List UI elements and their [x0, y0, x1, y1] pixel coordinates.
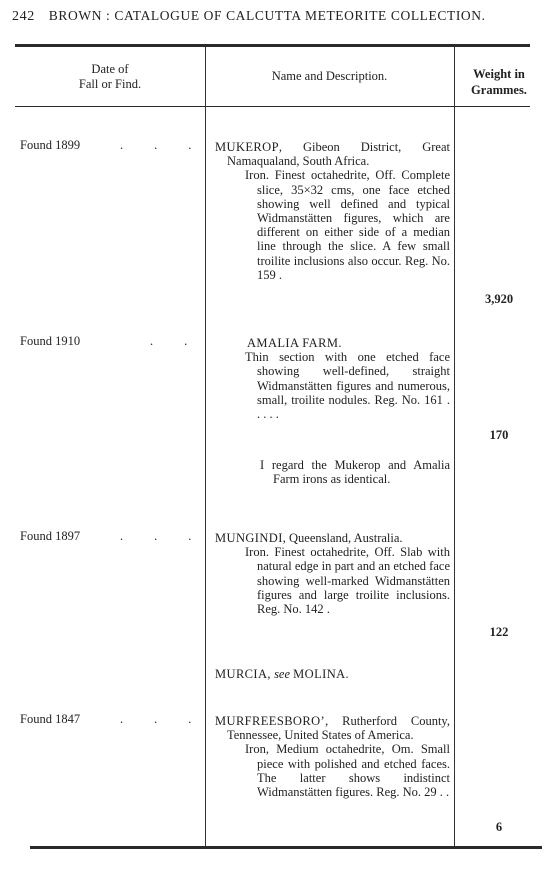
- meteorite-name: MUNGINDI: [215, 531, 283, 545]
- dot-leader: ...: [120, 529, 223, 543]
- entry-weight: 170: [489, 428, 509, 442]
- dot-leader: ...: [120, 138, 223, 152]
- entry-note: [215, 458, 450, 486]
- locality: , Rutherford County, Tennessee, United States of America.: [227, 714, 450, 743]
- date-text: Found 1910: [20, 334, 81, 348]
- entry-description: [215, 336, 450, 421]
- xref-name: MURCIA,: [215, 667, 271, 681]
- column-header-date: Date of Fall or Find.: [78, 62, 142, 91]
- entry-date: [20, 529, 223, 544]
- date-text: Found 1897: [20, 529, 81, 543]
- column-header-name: Name and Description.: [271, 69, 388, 83]
- meteorite-name: MUKEROP: [215, 140, 279, 154]
- locality: , Queensland, Australia.: [282, 531, 403, 545]
- cross-reference: [215, 667, 450, 681]
- entry-date: [20, 138, 223, 153]
- table-bottom-rule: [30, 846, 542, 849]
- dot-leader: ..: [150, 334, 219, 348]
- description-text: Iron. Finest octahedrite, Off. Slab with natural edge in part and an etched face showing well-marked Widmanstätten figures and large troilite inclusions. Reg. No. 142 .: [245, 545, 450, 617]
- column-header-weight: Weight in Grammes.: [471, 67, 527, 97]
- date-text: Found 1899: [20, 138, 81, 152]
- entry-weight: 3,920: [484, 292, 514, 306]
- entry-date: [20, 334, 219, 349]
- entry-description: [215, 140, 450, 282]
- xref-see: see: [274, 667, 291, 681]
- column-divider-weight: [454, 47, 455, 846]
- description-text: Iron, Medium octahedrite, Om. Small piece with polished and etched faces. The latter shows indistinct Widmanstätten figures. Reg. No. 29 . .: [245, 742, 450, 800]
- note-text: I regard the Mukerop and Amalia Farm irons as identical.: [260, 458, 450, 487]
- page-number: 242: [12, 9, 35, 24]
- xref-target: MOLINA.: [293, 667, 350, 681]
- entry-description: [215, 531, 450, 616]
- table-top-rule: [15, 44, 530, 47]
- locality: , Gibeon District, Great Namaqualand, South Africa.: [227, 140, 450, 169]
- meteorite-name: AMALIA FARM.: [247, 336, 342, 350]
- running-head: [12, 8, 542, 25]
- entry-description: [215, 714, 450, 799]
- date-text: Found 1847: [20, 712, 81, 726]
- page-title: BROWN : CATALOGUE OF CALCUTTA METEORITE COLLECTION.: [48, 8, 486, 23]
- dot-leader: ...: [120, 712, 223, 726]
- entry-date: [20, 712, 223, 727]
- description-text: Iron. Finest octahedrite, Off. Complete slice, 35×32 cms, one face etched showing well defined and typical Widmanstätten figures, which are different on either side of a median line through the slice. A few small troilite inclusions also occur. Reg. No. 159 .: [245, 168, 450, 282]
- meteorite-name: MURFREESBORO’: [215, 714, 326, 728]
- description-text: Thin section with one etched face showing well-defined, straight Widmanstätten figures and numerous, small, troilite nodules. Reg. No. 161 . . . . .: [245, 350, 450, 422]
- entry-weight: 6: [495, 820, 503, 834]
- entry-weight: 122: [489, 625, 509, 639]
- table-header-rule: [15, 106, 530, 107]
